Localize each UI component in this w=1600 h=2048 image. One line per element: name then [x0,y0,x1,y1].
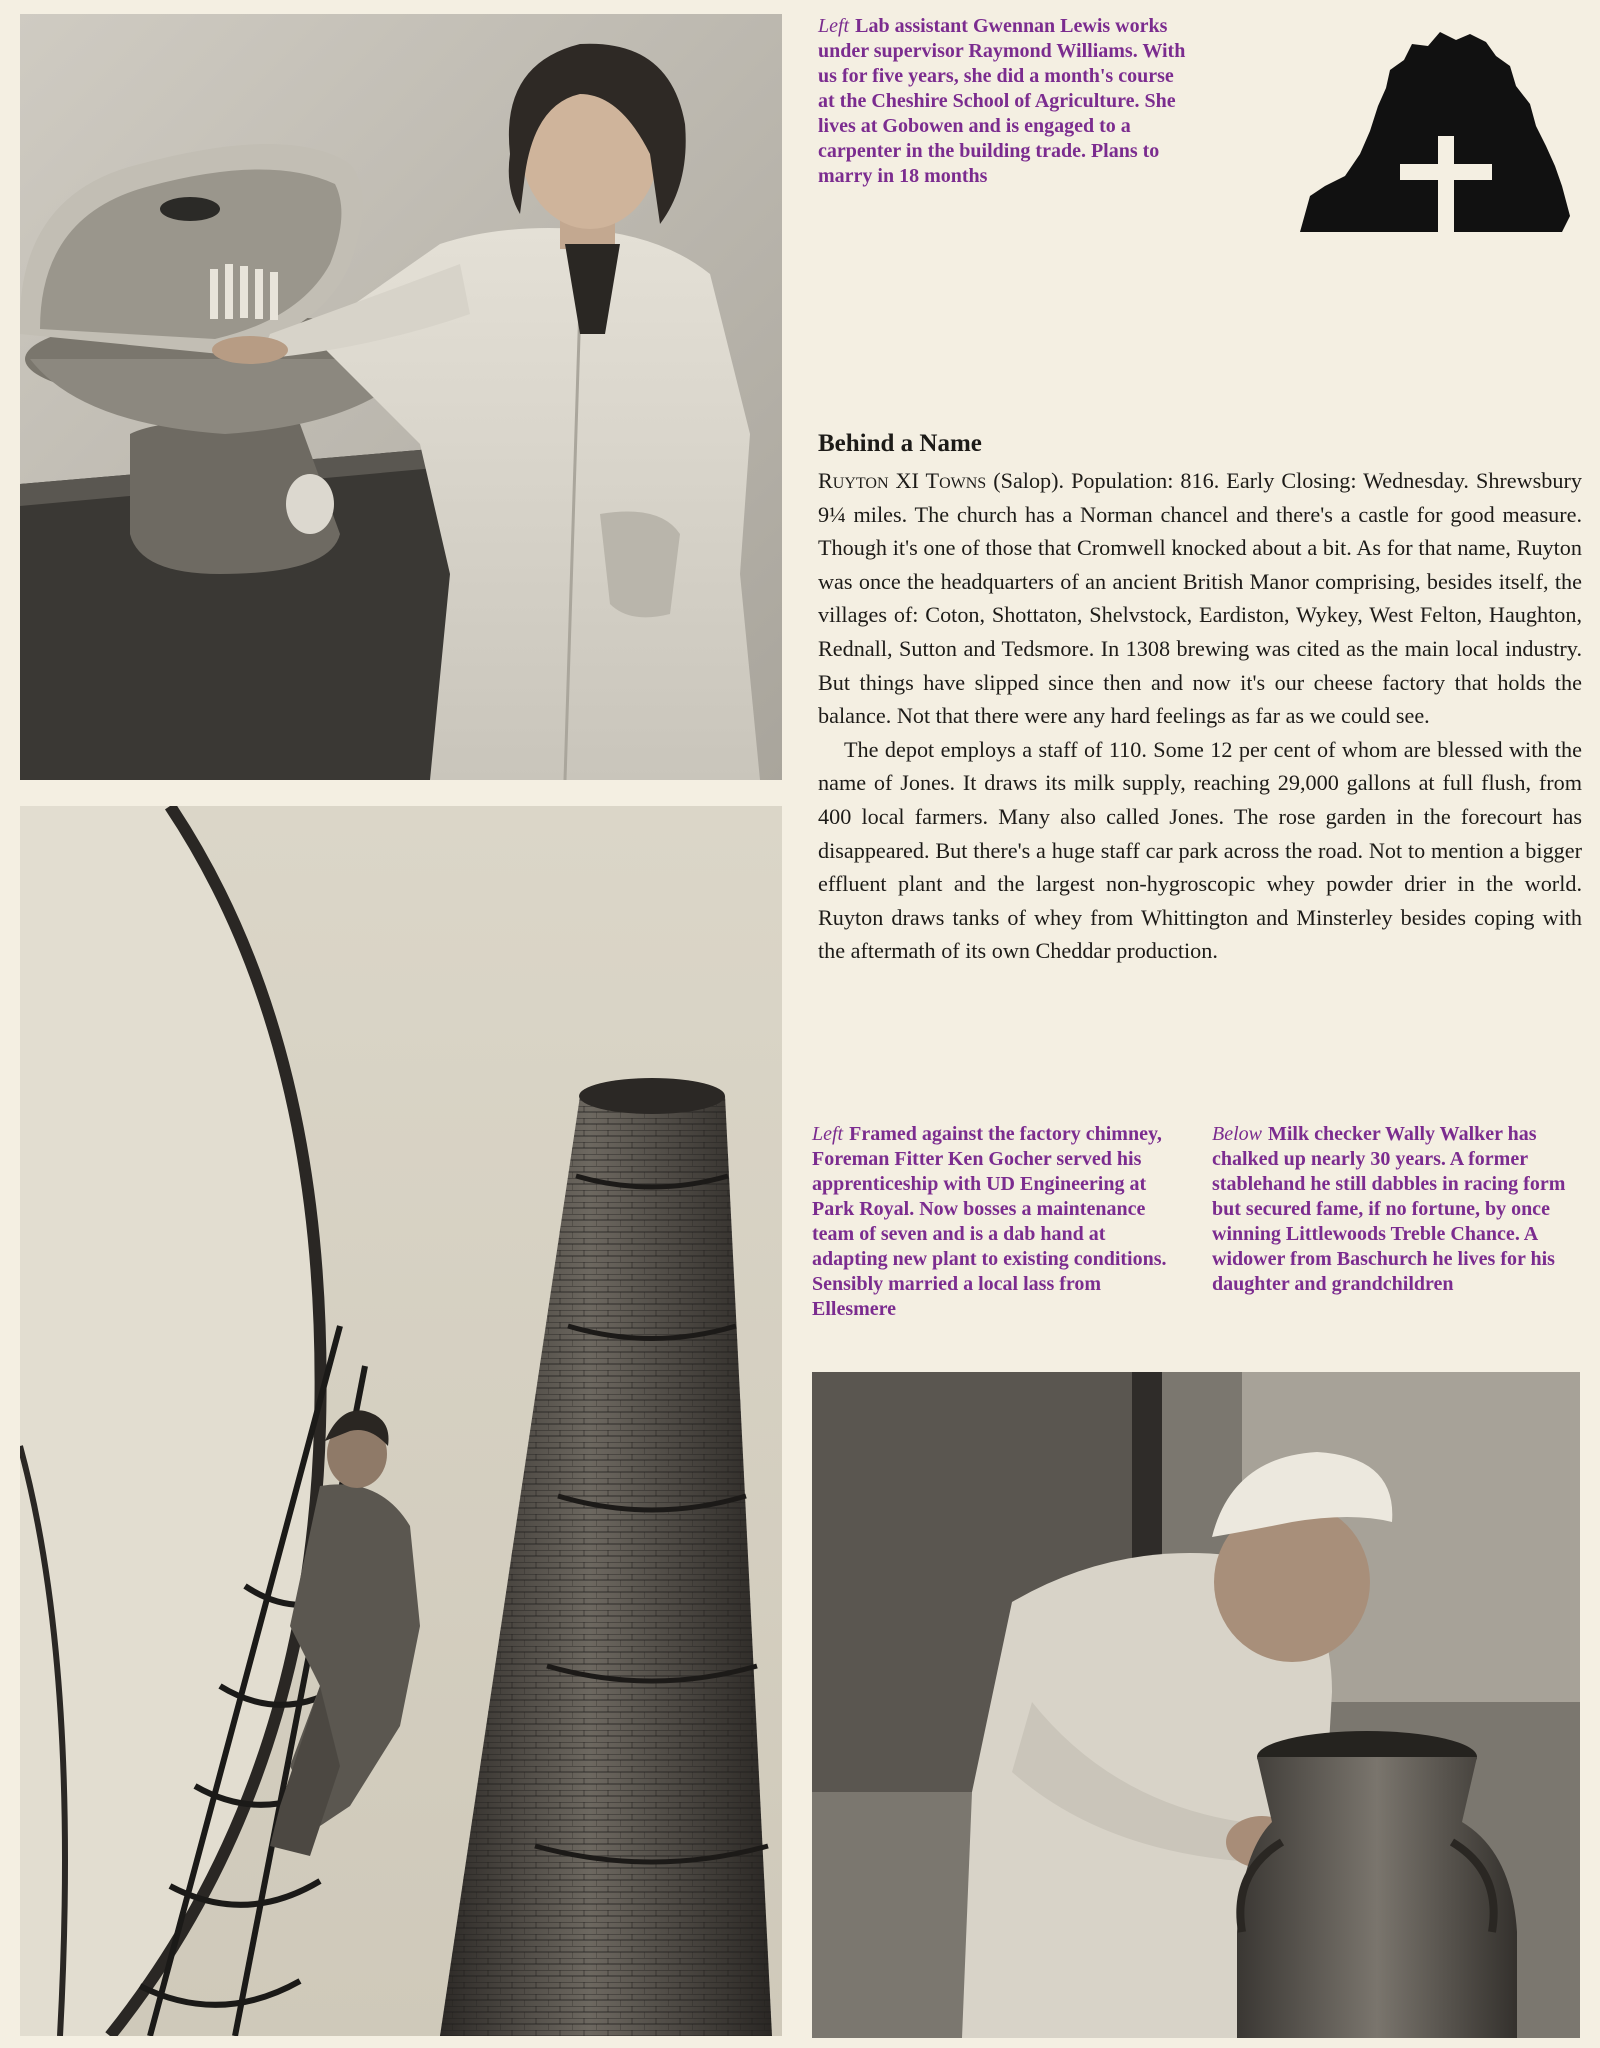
milk-checker-caption [1212,1122,1584,1297]
chimney-ladder-photo [20,806,782,2036]
caption-text: Milk checker Wally Walker has chalked up nearly 30 years. A former stablehand he still dabbles in racing form but secured fame, if no fortune, by once winning Littlewoods Treble Chance. A widower from Baschurch he lives for his daughter and grandchildren [1212,1123,1566,1295]
caption-lead: Below [1212,1123,1262,1145]
lab-assistant-caption [818,14,1188,189]
foreman-fitter-caption [812,1122,1184,1322]
caption-lead: Left [812,1123,844,1145]
milk-checker-photo [812,1372,1580,2038]
caption-text: Framed against the factory chimney, Foreman Fitter Ken Gocher served his apprenticeship with UD Engineering at Park Royal. Now bosses a maintenance team of seven and is a dab hand at adapting new plant to existing conditions. Sensibly married a local lass from Ellesmere [812,1123,1167,1320]
caption-lead: Left [818,15,850,37]
ruined-arch-cross-icon [1300,26,1570,232]
paragraph-text: (Salop). Population: 816. Early Closing: Wednesday. Shrewsbury 9¼ miles. The church has a Norman chancel and there's a castle for good measure. Though it's one of those that Cromwell knocked about a bit. As for that name, Ruyton was once the headquarters of an ancient British Manor comprising, besides itself, the villages of: Coton, Shottaton, Shelvstock, Eardiston, Wykey, West Felton, Haughton, Rednall, Sutton and Tedsmore. In 1308 brewing was cited as the main local industry. But things have slipped since then and now it's our cheese factory that holds the balance. Not that there were any hard feelings as far as we could see. [818,468,1582,729]
article-heading: Behind a Name [818,430,982,457]
caption-text: Lab assistant Gwennan Lewis works under supervisor Raymond Williams. With us for five years, she did a month's course at the Cheshire School of Agriculture. She lives at Gobowen and is engaged to a carpenter in the building trade. Plans to marry in 18 months [818,15,1186,187]
article-paragraph [818,464,1582,733]
article [818,428,1582,968]
place-name: Ruyton XI Towns [818,468,987,493]
article-paragraph: The depot employs a staff of 110. Some 12 per cent of whom are blessed with the name of Jones. It draws its milk supply, reaching 29,000 gallons at full flush, from 400 local farmers. Many also called Jones. The rose garden in the forecourt has disappeared. But there's a huge staff car park across the road. Not to mention a bigger effluent plant and the largest non-hygroscopic whey powder drier in the world. Ruyton draws tanks of whey from Whittington and Minsterley besides coping with the aftermath of its own Cheddar production. [818,736,1582,964]
lab-assistant-photo [20,14,782,780]
